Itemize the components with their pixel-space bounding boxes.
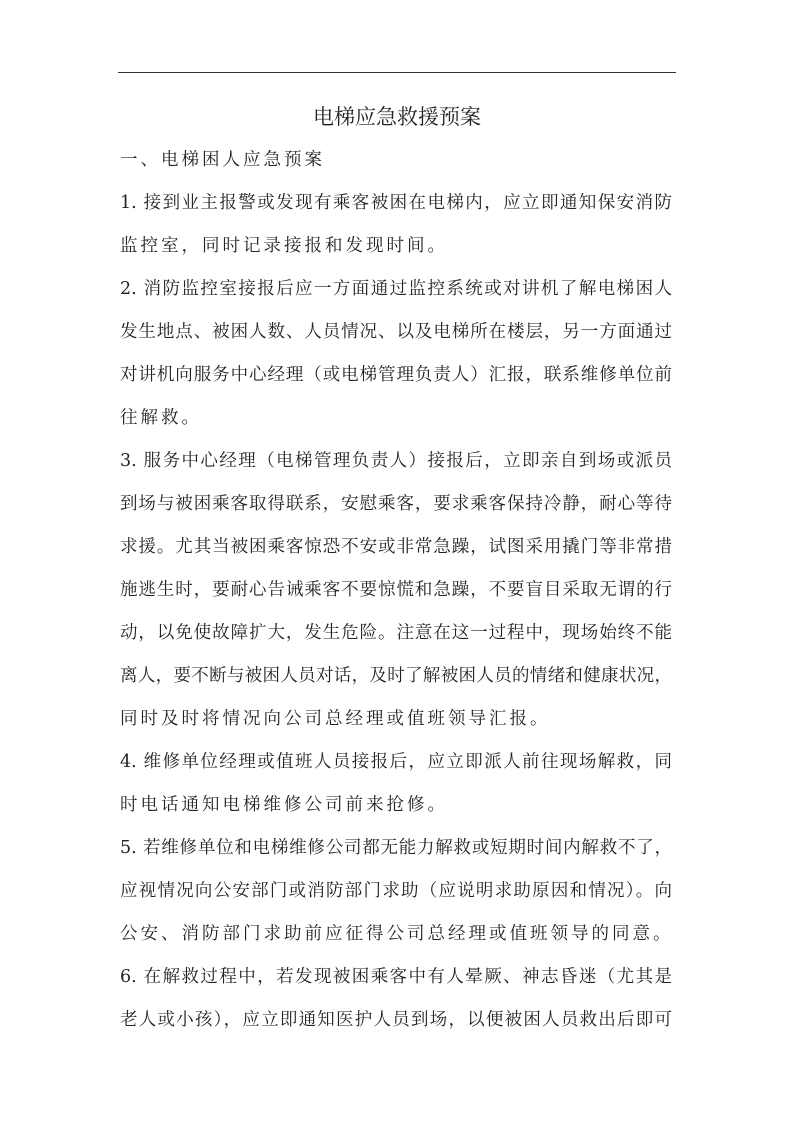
text-line: 监控室，同时记录接报和发现时间。 — [120, 236, 448, 256]
text-line: 动，以免使故障扩大，发生危险。注意在这一过程中，现场始终不能 — [120, 623, 672, 643]
paragraph-4 — [120, 747, 672, 833]
document-body — [120, 145, 672, 1048]
text-line: 应视情况向公安部门或消防部门求助（应说明求助原因和情况）。向 — [120, 881, 672, 901]
header-rule — [118, 72, 676, 73]
text-line: 1. 接到业主报警或发现有乘客被困在电梯内，应立即通知保安消防 — [120, 193, 672, 213]
paragraph-1 — [120, 188, 672, 274]
text-line: 到场与被困乘客取得联系，安慰乘客，要求乘客保持冷静，耐心等待 — [120, 494, 672, 514]
text-line: 3. 服务中心经理（电梯管理负责人）接报后，立即亲自到场或派员 — [120, 451, 672, 471]
paragraphs — [120, 188, 672, 1048]
paragraph-5 — [120, 833, 672, 962]
text-line: 对讲机向服务中心经理（或电梯管理负责人）汇报，联系维修单位前 — [120, 365, 672, 385]
paragraph-3 — [120, 446, 672, 747]
paragraph-6 — [120, 962, 672, 1048]
section-heading: 一、电梯困人应急预案 — [120, 150, 325, 170]
text-line: 同时及时将情况向公司总经理或值班领导汇报。 — [120, 709, 551, 729]
text-line: 公安、消防部门求助前应征得公司总经理或值班领导的同意。 — [120, 924, 674, 944]
text-line: 发生地点、被困人数、人员情况、以及电梯所在楼层，另一方面通过 — [120, 322, 672, 342]
text-line: 2. 消防监控室接报后应一方面通过监控系统或对讲机了解电梯困人 — [120, 279, 672, 299]
text-line: 6. 在解救过程中，若发现被困乘客中有人晕厥、神志昏迷（尤其是 — [120, 967, 672, 987]
text-line: 求援。尤其当被困乘客惊恐不安或非常急躁，试图采用撬门等非常措 — [120, 537, 672, 557]
paragraph-2 — [120, 274, 672, 446]
text-line: 5. 若维修单位和电梯维修公司都无能力解救或短期时间内解救不了， — [120, 838, 672, 858]
text-line: 4. 维修单位经理或值班人员接报后，应立即派人前往现场解救，同 — [120, 752, 672, 772]
document-title: 电梯应急救援预案 — [313, 105, 481, 129]
text-line: 往解救。 — [120, 408, 202, 428]
text-line: 离人，要不断与被困人员对话，及时了解被困人员的情绪和健康状况， — [120, 666, 672, 686]
text-line: 老人或小孩），应立即通知医护人员到场，以便被困人员救出后即可 — [120, 1010, 672, 1030]
text-line: 施逃生时，要耐心告诫乘客不要惊慌和急躁，不要盲目采取无谓的行 — [120, 580, 672, 600]
text-line: 时电话通知电梯维修公司前来抢修。 — [120, 795, 448, 815]
